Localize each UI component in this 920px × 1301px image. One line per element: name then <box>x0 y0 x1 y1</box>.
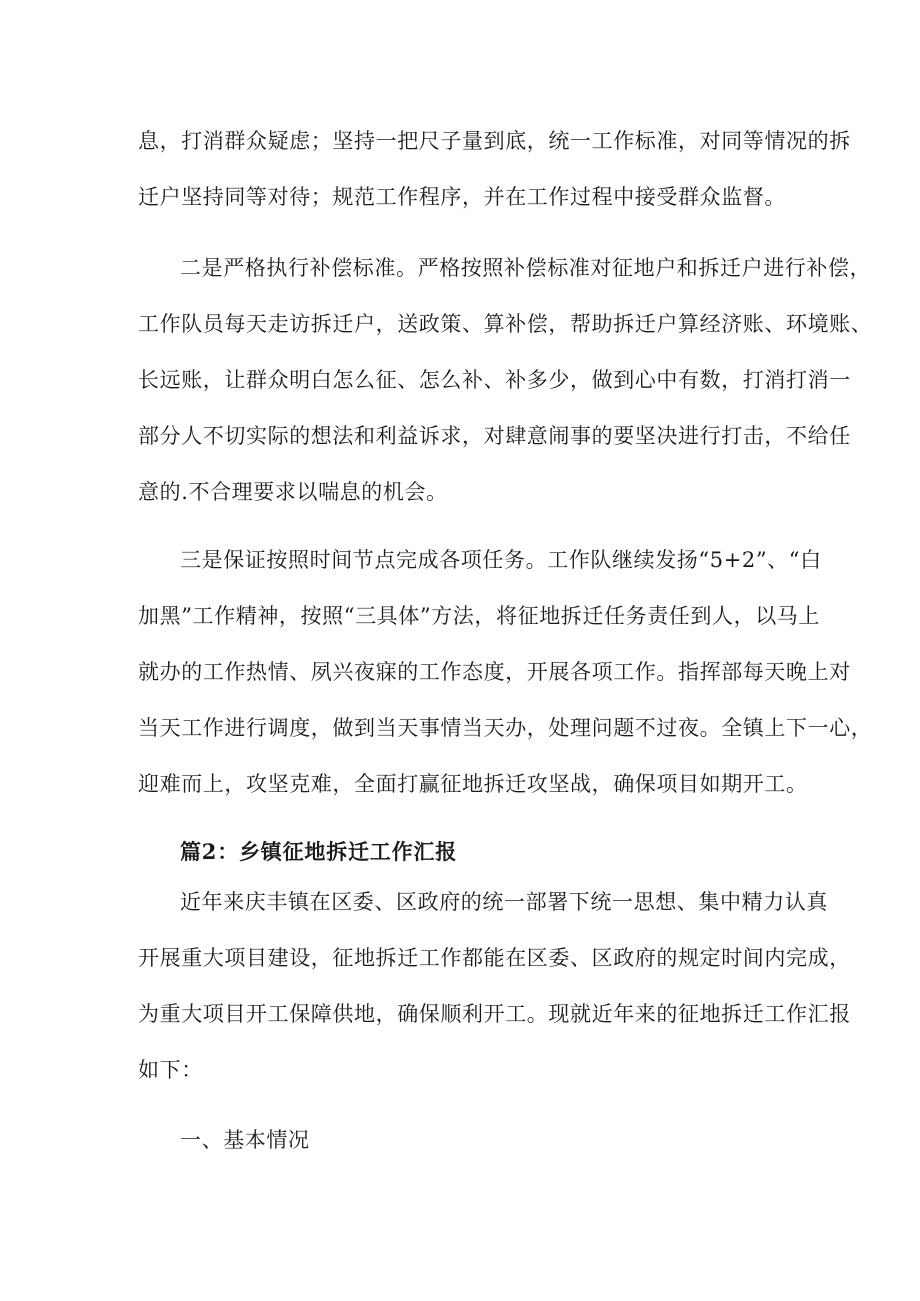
paragraph-line: 如下： <box>138 1058 203 1082</box>
subheading: 一、基本情况 <box>180 1128 310 1152</box>
paragraph-line: 长远账，让群众明白怎么征、怎么补、补多少，做到心中有数，打消打消一 <box>138 368 851 392</box>
paragraph-line: 迁户坚持同等对待；规范工作程序，并在工作过程中接受群众监督。 <box>138 185 786 209</box>
paragraph-line: 当天工作进行调度，做到当天事情当天办，处理问题不过夜。全镇上下一心， <box>138 716 873 740</box>
paragraph-line: 开展重大项目建设，征地拆迁工作都能在区委、区政府的规定时间内完成， <box>138 946 851 970</box>
paragraph-line: 近年来庆丰镇在区委、区政府的统一部署下统一思想、集中精力认真 <box>180 890 828 914</box>
paragraph-line: 加黑”工作精神，按照“三具体”方法，将征地拆迁任务责任到人，以马上 <box>138 604 821 628</box>
paragraph-line: 迎难而上，攻坚克难，全面打赢征地拆迁攻坚战，确保项目如期开工。 <box>138 772 808 796</box>
paragraph-line: 二是严格执行补偿标准。严格按照补偿标准对征地户和拆迁户进行补偿， <box>180 256 872 280</box>
paragraph-line: 意的.不合理要求以喘息的机会。 <box>138 480 448 504</box>
paragraph-line: 就办的工作热情、夙兴夜寐的工作态度，开展各项工作。指挥部每天晚上对 <box>138 660 851 684</box>
section-title: 篇2：乡镇征地拆迁工作汇报 <box>180 839 458 864</box>
paragraph-line: 工作队员每天走访拆迁户，送政策、算补偿，帮助拆迁户算经济账、环境账、 <box>138 312 873 336</box>
paragraph-line: 为重大项目开工保障供地，确保顺利开工。现就近年来的征地拆迁工作汇报 <box>138 1002 851 1026</box>
paragraph-line: 三是保证按照时间节点完成各项任务。工作队继续发扬“5+2”、“白 <box>180 548 822 572</box>
paragraph-line: 部分人不切实际的想法和利益诉求，对肆意闹事的要坚决进行打击，不给任 <box>138 424 851 448</box>
paragraph-line: 息，打消群众疑虑；坚持一把尺子量到底，统一工作标准，对同等情况的拆 <box>138 129 851 153</box>
